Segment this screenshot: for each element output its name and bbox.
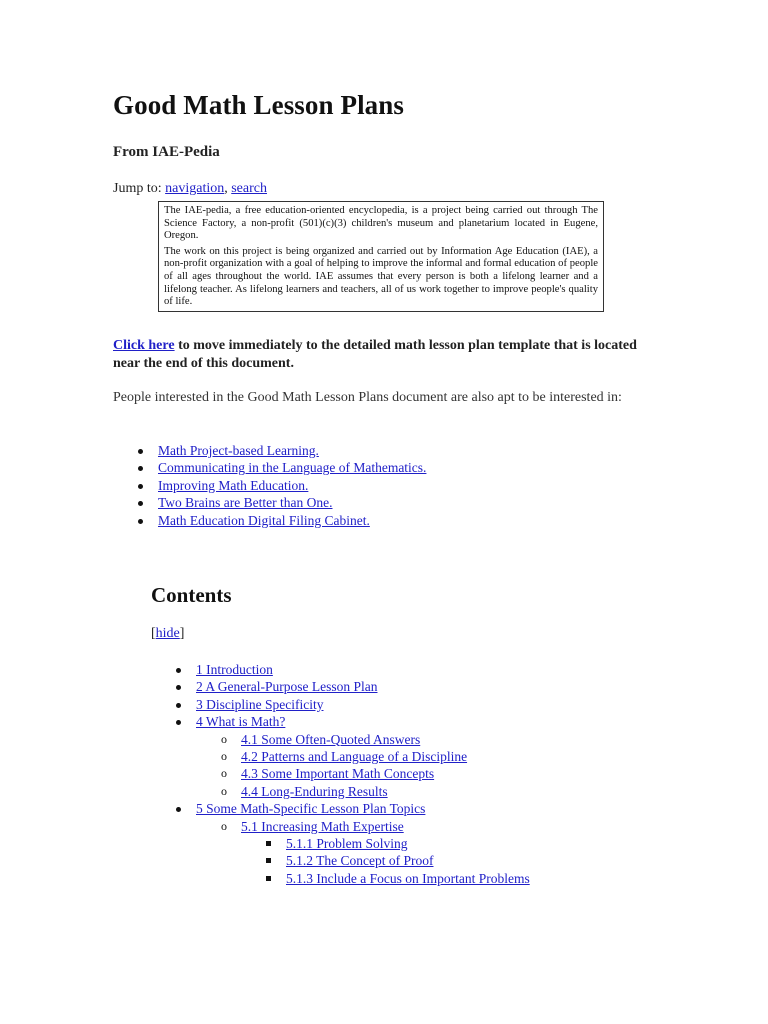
toc-item <box>286 835 530 852</box>
list-item <box>158 512 426 529</box>
toc-link-patterns-and-language[interactable]: 4.2 Patterns and Language of a Discipline <box>241 749 468 765</box>
toc-item <box>196 800 530 887</box>
click-here-text: to move immediately to the detailed math lesson plan template that is located near the end of this document. <box>113 338 637 371</box>
toc-item <box>241 818 530 888</box>
bracket-open: [ <box>151 626 156 641</box>
search-link[interactable]: search <box>231 181 267 196</box>
toc-sublist <box>196 731 530 801</box>
click-here-paragraph <box>113 337 643 373</box>
toc-list <box>196 661 530 887</box>
list-item <box>158 459 426 476</box>
info-box-paragraph: The work on this project is being organized and carried out by Information Age Education (IAE), a non-profit organization with a goal of helping to improve the informal and formal education of people of all ages throughout the world. IAE assumes that every person is both a lifelong learner and a lifelong teacher. As lifelong learners and teachers, all of us work together to improve people's quality of life. <box>164 245 598 308</box>
toc-link-important-math-concepts[interactable]: 4.3 Some Important Math Concepts <box>241 766 435 782</box>
toc-sublist <box>241 835 530 887</box>
related-link[interactable]: Math Education Digital Filing Cabinet. <box>158 512 370 528</box>
page-title: Good Math Lesson Plans <box>113 90 404 120</box>
toc-hide-toggle <box>151 626 184 642</box>
toc-item <box>241 783 530 800</box>
related-link[interactable]: Two Brains are Better than One. <box>158 495 333 511</box>
toc-link-often-quoted-answers[interactable]: 4.1 Some Often-Quoted Answers <box>241 731 421 747</box>
toc-item <box>196 696 530 713</box>
toc-item <box>196 661 530 678</box>
jump-to-label: Jump to: <box>113 181 162 196</box>
bracket-close: ] <box>179 626 185 641</box>
toc-sublist <box>196 818 530 888</box>
hide-link[interactable]: hide <box>155 626 180 641</box>
jump-to-separator: , <box>224 181 228 196</box>
info-box <box>158 201 604 312</box>
related-link[interactable]: Communicating in the Language of Mathematics. <box>158 460 427 476</box>
list-item <box>158 442 426 459</box>
toc-link-problem-solving[interactable]: 5.1.1 Problem Solving <box>286 836 408 852</box>
toc-item <box>286 870 530 887</box>
table-of-contents <box>196 661 530 887</box>
click-here-link[interactable]: Click here <box>113 338 175 353</box>
list-item <box>158 477 426 494</box>
toc-link-general-purpose-lesson-plan[interactable]: 2 A General-Purpose Lesson Plan <box>196 679 378 695</box>
navigation-link[interactable]: navigation <box>165 181 225 196</box>
info-box-paragraph: The IAE-pedia, a free education-oriented encyclopedia, is a project being carried out through The Science Factory, a non-profit (501)(c)(3) children's museum and planetarium located in Eugene, Oregon. <box>164 205 598 242</box>
toc-link-math-specific-topics[interactable]: 5 Some Math-Specific Lesson Plan Topics <box>196 801 426 817</box>
toc-item <box>196 713 530 800</box>
toc-link-important-problems[interactable]: 5.1.3 Include a Focus on Important Problems <box>286 870 530 886</box>
toc-item <box>196 678 530 695</box>
interest-paragraph: People interested in the Good Math Lesson Plans document are also apt to be interested in: <box>113 390 622 405</box>
toc-item <box>241 748 530 765</box>
related-links-list <box>158 442 426 529</box>
toc-link-increasing-math-expertise[interactable]: 5.1 Increasing Math Expertise <box>241 818 404 834</box>
jump-to-bar <box>113 181 267 197</box>
list-item <box>158 494 426 511</box>
toc-link-introduction[interactable]: 1 Introduction <box>196 662 273 677</box>
toc-item <box>286 852 530 869</box>
toc-link-long-enduring-results[interactable]: 4.4 Long-Enduring Results <box>241 783 388 799</box>
related-link[interactable]: Math Project-based Learning. <box>158 443 319 458</box>
toc-link-concept-of-proof[interactable]: 5.1.2 The Concept of Proof <box>286 853 434 869</box>
page-subtitle: From IAE-Pedia <box>113 144 220 160</box>
contents-heading: Contents <box>151 583 232 607</box>
toc-link-discipline-specificity[interactable]: 3 Discipline Specificity <box>196 696 324 712</box>
toc-item <box>241 765 530 782</box>
toc-link-what-is-math[interactable]: 4 What is Math? <box>196 714 286 730</box>
related-link[interactable]: Improving Math Education. <box>158 477 309 493</box>
toc-item <box>241 731 530 748</box>
